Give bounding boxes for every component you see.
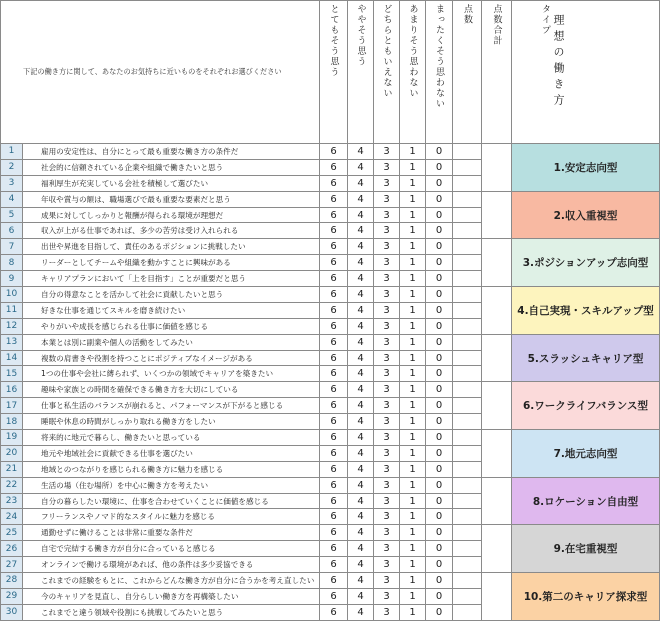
table-row (1, 144, 660, 160)
score-option[interactable]: 3 (374, 366, 400, 382)
question-text: フリーランスやノマド的なスタイルに魅力を感じる (23, 509, 320, 525)
score-option[interactable]: 0 (426, 302, 453, 318)
question-text: オンラインで働ける環境があれば、他の条件は多少妥協できる (23, 557, 320, 573)
score-option[interactable]: 4 (348, 366, 374, 382)
table-row (1, 573, 660, 589)
question-text: 本業とは別に副業や個人の活動をしてみたい (23, 334, 320, 350)
points-cell[interactable] (453, 223, 482, 239)
score-option[interactable]: 4 (348, 334, 374, 350)
table-row (1, 239, 660, 255)
score-option[interactable]: 1 (400, 287, 426, 303)
question-text: 福利厚生が充実している会社を積極して選びたい (23, 175, 320, 191)
score-option[interactable]: 0 (426, 525, 453, 541)
type-label: 4.自己実現・スキルアップ型 (512, 287, 660, 335)
scale-header-strongly-agree (320, 1, 348, 144)
score-option[interactable]: 6 (320, 159, 348, 175)
points-header (453, 1, 482, 144)
score-option[interactable]: 1 (400, 271, 426, 287)
score-option[interactable]: 0 (426, 287, 453, 303)
row-number: 19 (1, 430, 23, 446)
score-option[interactable]: 3 (374, 350, 400, 366)
score-option[interactable]: 6 (320, 271, 348, 287)
score-option[interactable]: 0 (426, 239, 453, 255)
points-cell[interactable] (453, 557, 482, 573)
score-option[interactable]: 1 (400, 366, 426, 382)
type-label: 8.ロケーション自由型 (512, 477, 660, 525)
score-option[interactable]: 3 (374, 239, 400, 255)
score-option[interactable]: 4 (348, 493, 374, 509)
row-number: 26 (1, 541, 23, 557)
question-text: リーダーとしてチームや組織を動かすことに興味がある (23, 255, 320, 271)
scale-header-strongly-disagree (426, 1, 453, 144)
score-option[interactable]: 0 (426, 191, 453, 207)
score-option[interactable]: 1 (400, 350, 426, 366)
score-option[interactable]: 4 (348, 445, 374, 461)
score-option[interactable]: 1 (400, 541, 426, 557)
table-row (1, 525, 660, 541)
row-number: 2 (1, 159, 23, 175)
points-cell[interactable] (453, 430, 482, 446)
score-option[interactable]: 4 (348, 159, 374, 175)
points-cell[interactable] (453, 382, 482, 398)
score-option[interactable]: 3 (374, 509, 400, 525)
type-label: 9.在宅重視型 (512, 525, 660, 573)
score-option[interactable]: 0 (426, 207, 453, 223)
points-cell[interactable] (453, 144, 482, 160)
question-text: 社会的に信頼されている企業や組織で働きたいと思う (23, 159, 320, 175)
score-option[interactable]: 3 (374, 382, 400, 398)
points-cell[interactable] (453, 271, 482, 287)
question-text: 地元や地域社会に貢献できる仕事を選びたい (23, 445, 320, 461)
row-number: 6 (1, 223, 23, 239)
points-cell[interactable] (453, 398, 482, 414)
row-number: 20 (1, 445, 23, 461)
row-number: 25 (1, 525, 23, 541)
row-number: 3 (1, 175, 23, 191)
score-option[interactable]: 6 (320, 318, 348, 334)
score-option[interactable]: 6 (320, 287, 348, 303)
question-text: 地域とのつながりを感じられる働き方に魅力を感じる (23, 461, 320, 477)
score-option[interactable]: 0 (426, 159, 453, 175)
score-option[interactable]: 4 (348, 573, 374, 589)
score-option[interactable]: 6 (320, 557, 348, 573)
row-number: 24 (1, 509, 23, 525)
table-row (1, 287, 660, 303)
points-cell[interactable] (453, 175, 482, 191)
question-text: 睡眠や休息の時間がしっかり取れる働き方をしたい (23, 414, 320, 430)
score-option[interactable]: 6 (320, 382, 348, 398)
score-option[interactable]: 1 (400, 557, 426, 573)
score-option[interactable]: 3 (374, 604, 400, 620)
score-option[interactable]: 4 (348, 557, 374, 573)
score-option[interactable]: 6 (320, 414, 348, 430)
score-option[interactable]: 6 (320, 461, 348, 477)
question-text: 収入が上がる仕事であれば、多少の苦労は受け入れられる (23, 223, 320, 239)
score-option[interactable]: 0 (426, 144, 453, 160)
score-option[interactable]: 0 (426, 350, 453, 366)
score-option[interactable]: 6 (320, 207, 348, 223)
score-option[interactable]: 4 (348, 175, 374, 191)
score-option[interactable]: 3 (374, 334, 400, 350)
score-option[interactable]: 3 (374, 271, 400, 287)
scale-header-somewhat-agree (348, 1, 374, 144)
type-header-sub: タイプ (540, 4, 550, 36)
row-number: 10 (1, 287, 23, 303)
score-option[interactable]: 6 (320, 445, 348, 461)
row-number: 21 (1, 461, 23, 477)
score-option[interactable]: 3 (374, 398, 400, 414)
row-number: 12 (1, 318, 23, 334)
total-cell[interactable] (482, 144, 512, 192)
row-number: 22 (1, 477, 23, 493)
table-row (1, 382, 660, 398)
score-option[interactable]: 1 (400, 525, 426, 541)
question-text: 将来的に地元で暮らし、働きたいと思っている (23, 430, 320, 446)
question-text: 自分の得意なことを活かして社会に貢献したいと思う (23, 287, 320, 303)
total-cell[interactable] (482, 525, 512, 573)
score-option[interactable]: 0 (426, 398, 453, 414)
score-option[interactable]: 0 (426, 223, 453, 239)
score-option[interactable]: 0 (426, 382, 453, 398)
row-number: 4 (1, 191, 23, 207)
question-text: 成果に対してしっかりと報酬が得られる環境が理想だ (23, 207, 320, 223)
score-option[interactable]: 3 (374, 573, 400, 589)
row-number: 1 (1, 144, 23, 160)
score-option[interactable]: 4 (348, 302, 374, 318)
total-cell[interactable] (482, 477, 512, 525)
question-text: 趣味や家族との時間を確保できる働き方を大切にしている (23, 382, 320, 398)
score-option[interactable]: 1 (400, 414, 426, 430)
score-option[interactable]: 4 (348, 223, 374, 239)
score-option[interactable]: 6 (320, 398, 348, 414)
score-option[interactable]: 6 (320, 223, 348, 239)
type-label: 1.安定志向型 (512, 144, 660, 192)
score-option[interactable]: 0 (426, 509, 453, 525)
score-option[interactable]: 4 (348, 604, 374, 620)
score-option[interactable]: 6 (320, 604, 348, 620)
question-text: 1つの仕事や会社に縛られず、いくつかの領域でキャリアを築きたい (23, 366, 320, 382)
score-option[interactable]: 3 (374, 557, 400, 573)
question-text: やりがいや成長を感じられる仕事に価値を感じる (23, 318, 320, 334)
score-option[interactable]: 3 (374, 525, 400, 541)
question-text: これまでの経験をもとに、これからどんな働き方が自分に合うかを考え直したい (23, 573, 320, 589)
score-option[interactable]: 0 (426, 493, 453, 509)
type-label: 6.ワークライフバランス型 (512, 382, 660, 430)
score-option[interactable]: 1 (400, 207, 426, 223)
points-cell[interactable] (453, 509, 482, 525)
score-option[interactable]: 6 (320, 525, 348, 541)
question-text: 仕事と私生活のバランスが崩れると、パフォーマンスが下がると感じる (23, 398, 320, 414)
score-option[interactable]: 3 (374, 302, 400, 318)
score-option[interactable]: 4 (348, 414, 374, 430)
score-option[interactable]: 3 (374, 541, 400, 557)
row-number: 23 (1, 493, 23, 509)
scale-label: あまりそう思わない (407, 4, 418, 99)
question-text: 自分の暮らしたい環境に、仕事を合わせていくことに価値を感じる (23, 493, 320, 509)
question-text: 年収や賞与の額は、職場選びで最も重要な要素だと思う (23, 191, 320, 207)
score-option[interactable]: 1 (400, 398, 426, 414)
points-cell[interactable] (453, 461, 482, 477)
table-row (1, 191, 660, 207)
score-option[interactable]: 4 (348, 430, 374, 446)
row-number: 18 (1, 414, 23, 430)
row-number: 28 (1, 573, 23, 589)
score-option[interactable]: 6 (320, 191, 348, 207)
row-number: 13 (1, 334, 23, 350)
score-option[interactable]: 1 (400, 302, 426, 318)
score-option[interactable]: 6 (320, 255, 348, 271)
score-option[interactable]: 0 (426, 573, 453, 589)
scale-label: とてもそう思う (328, 4, 339, 78)
score-option[interactable]: 1 (400, 334, 426, 350)
points-cell[interactable] (453, 588, 482, 604)
score-option[interactable]: 6 (320, 350, 348, 366)
score-option[interactable]: 0 (426, 445, 453, 461)
score-option[interactable]: 6 (320, 588, 348, 604)
score-option[interactable]: 1 (400, 175, 426, 191)
score-option[interactable]: 3 (374, 318, 400, 334)
score-option[interactable]: 1 (400, 191, 426, 207)
points-cell[interactable] (453, 334, 482, 350)
score-option[interactable]: 4 (348, 318, 374, 334)
score-option[interactable]: 3 (374, 255, 400, 271)
score-option[interactable]: 6 (320, 302, 348, 318)
score-option[interactable]: 1 (400, 573, 426, 589)
score-option[interactable]: 4 (348, 477, 374, 493)
score-option[interactable]: 6 (320, 493, 348, 509)
total-cell[interactable] (482, 430, 512, 478)
question-text: これまでと違う領域や役割にも挑戦してみたいと思う (23, 604, 320, 620)
score-option[interactable]: 3 (374, 159, 400, 175)
row-number: 15 (1, 366, 23, 382)
score-option[interactable]: 3 (374, 175, 400, 191)
row-number: 17 (1, 398, 23, 414)
score-option[interactable]: 0 (426, 271, 453, 287)
row-number: 5 (1, 207, 23, 223)
question-prompt: 下記の働き方に関して、あなたのお気持ちに近いものをそれぞれお選びください (1, 1, 320, 144)
score-option[interactable]: 1 (400, 445, 426, 461)
points-cell[interactable] (453, 159, 482, 175)
score-option[interactable]: 0 (426, 541, 453, 557)
score-option[interactable]: 0 (426, 557, 453, 573)
score-option[interactable]: 1 (400, 318, 426, 334)
score-option[interactable]: 4 (348, 350, 374, 366)
total-header (482, 1, 512, 144)
points-cell[interactable] (453, 573, 482, 589)
score-option[interactable]: 6 (320, 366, 348, 382)
points-cell[interactable] (453, 302, 482, 318)
score-option[interactable]: 4 (348, 541, 374, 557)
row-number: 16 (1, 382, 23, 398)
score-option[interactable]: 6 (320, 477, 348, 493)
score-option[interactable]: 3 (374, 461, 400, 477)
score-option[interactable]: 0 (426, 430, 453, 446)
points-cell[interactable] (453, 239, 482, 255)
score-option[interactable]: 0 (426, 255, 453, 271)
table-row (1, 334, 660, 350)
score-option[interactable]: 0 (426, 588, 453, 604)
score-option[interactable]: 3 (374, 144, 400, 160)
question-text: キャリアプランにおいて「上を目指す」ことが重要だと思う (23, 271, 320, 287)
score-option[interactable]: 0 (426, 334, 453, 350)
score-option[interactable]: 1 (400, 493, 426, 509)
score-option[interactable]: 4 (348, 398, 374, 414)
score-option[interactable]: 4 (348, 382, 374, 398)
score-option[interactable]: 4 (348, 588, 374, 604)
score-option[interactable]: 3 (374, 430, 400, 446)
scale-label: ややそう思う (355, 4, 366, 67)
score-option[interactable]: 3 (374, 287, 400, 303)
question-text: 複数の肩書きや役割を持つことにポジティブなイメージがある (23, 350, 320, 366)
points-cell[interactable] (453, 255, 482, 271)
score-option[interactable]: 3 (374, 445, 400, 461)
points-cell[interactable] (453, 477, 482, 493)
row-number: 29 (1, 588, 23, 604)
total-cell[interactable] (482, 573, 512, 621)
header-row (1, 1, 660, 144)
score-option[interactable]: 1 (400, 588, 426, 604)
question-text: 雇用の安定性は、自分にとって最も重要な働き方の条件だ (23, 144, 320, 160)
row-number: 11 (1, 302, 23, 318)
score-option[interactable]: 1 (400, 223, 426, 239)
total-label: 点数合計 (491, 4, 502, 46)
score-option[interactable]: 4 (348, 191, 374, 207)
score-option[interactable]: 6 (320, 430, 348, 446)
points-cell[interactable] (453, 207, 482, 223)
total-cell[interactable] (482, 191, 512, 239)
score-option[interactable]: 4 (348, 144, 374, 160)
score-option[interactable]: 4 (348, 461, 374, 477)
question-text: 通勤せずに働けることは非常に重要な条件だ (23, 525, 320, 541)
score-option[interactable]: 3 (374, 223, 400, 239)
score-option[interactable]: 1 (400, 239, 426, 255)
scale-label: どちらともいえない (381, 4, 392, 99)
total-cell[interactable] (482, 382, 512, 430)
points-cell[interactable] (453, 445, 482, 461)
score-option[interactable]: 1 (400, 382, 426, 398)
total-cell[interactable] (482, 334, 512, 382)
score-option[interactable]: 0 (426, 604, 453, 620)
type-header (512, 1, 660, 144)
score-option[interactable]: 6 (320, 541, 348, 557)
score-option[interactable]: 6 (320, 334, 348, 350)
points-cell[interactable] (453, 287, 482, 303)
points-cell[interactable] (453, 541, 482, 557)
score-option[interactable]: 0 (426, 366, 453, 382)
score-option[interactable]: 1 (400, 477, 426, 493)
score-option[interactable]: 0 (426, 461, 453, 477)
type-label: 3.ポジションアップ志向型 (512, 239, 660, 287)
score-option[interactable]: 3 (374, 207, 400, 223)
scale-label: まったくそう思わない (434, 4, 444, 109)
type-label: 5.スラッシュキャリア型 (512, 334, 660, 382)
score-option[interactable]: 1 (400, 604, 426, 620)
points-label: 点数 (462, 4, 472, 25)
question-text: 好きな仕事を通じてスキルを磨き続けたい (23, 302, 320, 318)
score-option[interactable]: 0 (426, 175, 453, 191)
row-number: 27 (1, 557, 23, 573)
total-cell[interactable] (482, 239, 512, 287)
score-option[interactable]: 1 (400, 159, 426, 175)
row-number: 9 (1, 271, 23, 287)
points-cell[interactable] (453, 525, 482, 541)
table-row (1, 477, 660, 493)
score-option[interactable]: 3 (374, 477, 400, 493)
score-option[interactable]: 1 (400, 144, 426, 160)
row-number: 30 (1, 604, 23, 620)
score-option[interactable]: 0 (426, 414, 453, 430)
question-text: 自宅で完結する働き方が自分に合っていると感じる (23, 541, 320, 557)
score-option[interactable]: 4 (348, 207, 374, 223)
score-option[interactable]: 0 (426, 318, 453, 334)
row-number: 8 (1, 255, 23, 271)
score-option[interactable]: 3 (374, 493, 400, 509)
score-option[interactable]: 1 (400, 509, 426, 525)
points-cell[interactable] (453, 366, 482, 382)
points-cell[interactable] (453, 414, 482, 430)
row-number: 14 (1, 350, 23, 366)
type-label: 10.第二のキャリア探求型 (512, 573, 660, 621)
points-cell[interactable] (453, 350, 482, 366)
score-option[interactable]: 6 (320, 175, 348, 191)
row-number: 7 (1, 239, 23, 255)
scale-header-somewhat-disagree (400, 1, 426, 144)
score-option[interactable]: 3 (374, 414, 400, 430)
type-label: 7.地元志向型 (512, 430, 660, 478)
score-option[interactable]: 4 (348, 271, 374, 287)
score-option[interactable]: 4 (348, 509, 374, 525)
score-option[interactable]: 1 (400, 255, 426, 271)
score-option[interactable]: 3 (374, 588, 400, 604)
score-option[interactable]: 4 (348, 255, 374, 271)
points-cell[interactable] (453, 493, 482, 509)
score-option[interactable]: 4 (348, 287, 374, 303)
points-cell[interactable] (453, 191, 482, 207)
question-text: 今のキャリアを見直し、自分らしい働き方を再構築したい (23, 588, 320, 604)
score-option[interactable]: 6 (320, 239, 348, 255)
type-label: 2.収入重視型 (512, 191, 660, 239)
score-option[interactable]: 6 (320, 573, 348, 589)
question-text: 出世や昇進を目指して、責任のあるポジションに挑戦したい (23, 239, 320, 255)
score-option[interactable]: 6 (320, 509, 348, 525)
score-option[interactable]: 1 (400, 461, 426, 477)
score-option[interactable]: 4 (348, 525, 374, 541)
score-option[interactable]: 1 (400, 430, 426, 446)
score-option[interactable]: 3 (374, 191, 400, 207)
type-header-main: 理想の働き方 (552, 14, 565, 110)
points-cell[interactable] (453, 318, 482, 334)
scale-header-neutral (374, 1, 400, 144)
question-text: 生活の場（住む場所）を中心に働き方を考えたい (23, 477, 320, 493)
table-row (1, 430, 660, 446)
score-option[interactable]: 0 (426, 477, 453, 493)
score-option[interactable]: 6 (320, 144, 348, 160)
score-option[interactable]: 4 (348, 239, 374, 255)
total-cell[interactable] (482, 287, 512, 335)
